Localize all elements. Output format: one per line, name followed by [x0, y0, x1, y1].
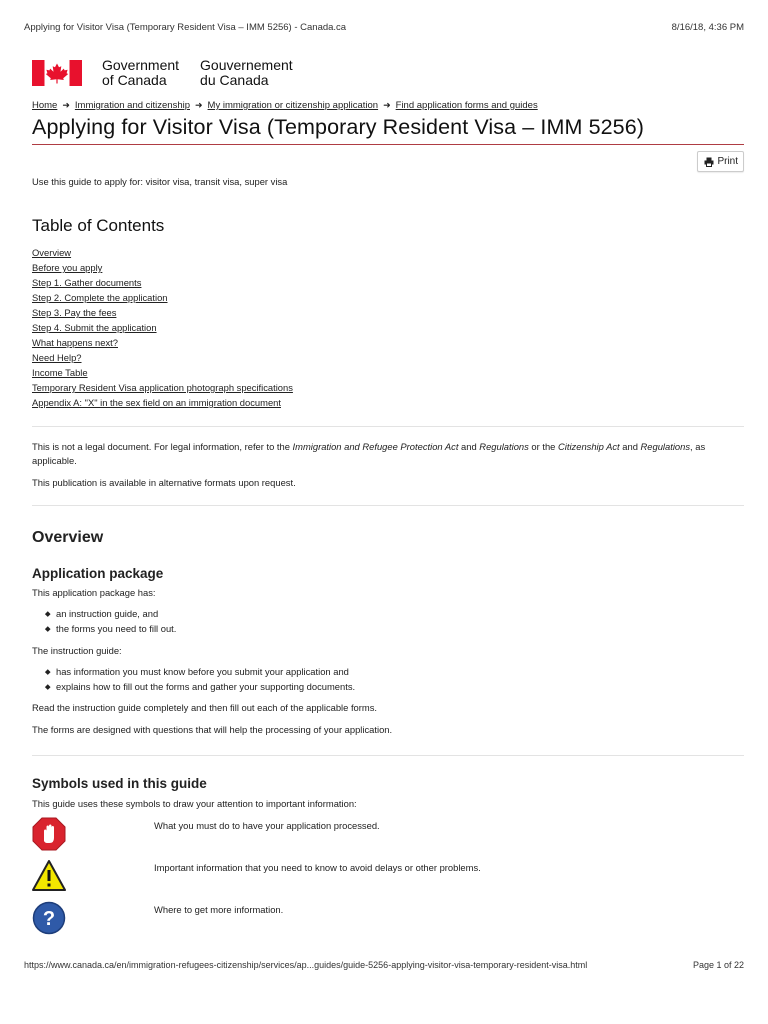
legal-act-name: Immigration and Refugee Protection Act [292, 441, 459, 452]
print-footer-page: Page 1 of 22 [692, 960, 744, 970]
list-item: an instruction guide, and [32, 606, 744, 621]
stop-hand-icon [32, 817, 66, 851]
list-item [32, 275, 744, 290]
wordmark-fr-line2: du Canada [200, 72, 269, 88]
government-signature[interactable] [32, 58, 744, 94]
page-title: Applying for Visitor Visa (Temporary Resident Visa – IMM 5256) [32, 115, 744, 145]
list-item [32, 320, 744, 335]
symbol-row-warning [32, 859, 744, 895]
toc-link-overview[interactable]: Overview [32, 247, 72, 258]
overview-heading: Overview [32, 529, 104, 546]
breadcrumb-find-forms[interactable]: Find application forms and guides [395, 100, 538, 111]
table-of-contents [32, 245, 744, 410]
guide-intro: The instruction guide: [32, 645, 122, 656]
package-list [32, 606, 744, 636]
toc-link-appendix-a[interactable]: Appendix A: "X" in the sex field on an immigration document [32, 397, 281, 408]
canada-flag-icon [32, 60, 82, 86]
toc-link-step1[interactable]: Step 1. Gather documents [32, 277, 142, 288]
breadcrumb-immigration[interactable]: Immigration and citizenship [74, 100, 190, 111]
list-item [32, 305, 744, 320]
read-guide-text: Read the instruction guide completely and then fill out each of the applicable forms. [32, 702, 377, 713]
toc-title: Table of Contents [32, 216, 165, 235]
printer-icon [704, 157, 714, 167]
legal-text: , as applicable. [32, 441, 706, 466]
legal-act-name: Citizenship Act [558, 441, 620, 452]
symbol-text-stop: What you must do to have your application processed. [154, 820, 380, 831]
guide-list [32, 664, 744, 694]
wordmark-en-line2: of Canada [102, 72, 167, 88]
toc-link-step3[interactable]: Step 3. Pay the fees [32, 307, 117, 318]
legal-regulations: Regulations [640, 441, 691, 452]
toc-link-what-happens-next[interactable]: What happens next? [32, 337, 118, 348]
breadcrumb-home[interactable]: Home [32, 100, 58, 111]
legal-text: and [619, 441, 641, 452]
warning-triangle-icon [32, 859, 66, 893]
print-header [24, 22, 744, 33]
wordmark-english [102, 58, 179, 88]
toc-link-photo-specs[interactable]: Temporary Resident Visa application photograph specifications [32, 382, 293, 393]
legal-text: and [458, 441, 480, 452]
print-footer-url: https://www.canada.ca/en/immigration-refugees-citizenship/services/ap...guides/guide-5256-applying-visitor-visa-temporary-resident-visa.html [24, 960, 588, 970]
wordmark-french [200, 58, 293, 88]
arrow-right-icon: ➜ [383, 100, 391, 110]
wordmark-fr-line1: Gouvernement [200, 57, 293, 73]
divider [32, 755, 744, 756]
toc-link-step4[interactable]: Step 4. Submit the application [32, 322, 157, 333]
symbols-intro: This guide uses these symbols to draw your attention to important information: [32, 798, 357, 809]
print-button[interactable] [697, 151, 744, 172]
symbols-heading: Symbols used in this guide [32, 776, 207, 791]
arrow-right-icon: ➜ [62, 100, 70, 110]
print-button-label: Print [717, 156, 738, 167]
legal-text: or the [528, 441, 558, 452]
list-item [32, 365, 744, 380]
list-item [32, 395, 744, 410]
svg-text:?: ? [42, 908, 56, 930]
list-item [32, 380, 744, 395]
list-item [32, 245, 744, 260]
symbol-text-question: Where to get more information. [154, 904, 284, 915]
alternative-formats-note: This publication is available in alternative formats upon request. [32, 477, 296, 488]
print-header-datetime: 8/16/18, 4:36 PM [671, 22, 744, 33]
print-footer [24, 960, 744, 970]
breadcrumb-my-application[interactable]: My immigration or citizenship application [207, 100, 379, 111]
toc-link-need-help[interactable]: Need Help? [32, 352, 82, 363]
symbol-row-stop [32, 817, 744, 853]
list-item: the forms you need to fill out. [32, 621, 744, 636]
list-item [32, 260, 744, 275]
forms-design-text: The forms are designed with questions that will help the processing of your application. [32, 724, 393, 735]
divider [32, 426, 744, 427]
list-item [32, 335, 744, 350]
package-intro: This application package has: [32, 587, 156, 598]
print-header-title: Applying for Visitor Visa (Temporary Resident Visa – IMM 5256) - Canada.ca [24, 22, 347, 33]
legal-notice [32, 440, 744, 468]
list-item: explains how to fill out the forms and gather your supporting documents. [32, 679, 744, 694]
legal-text: This is not a legal document. For legal information, refer to the [32, 441, 293, 452]
legal-regulations: Regulations [479, 441, 529, 452]
breadcrumb [32, 100, 744, 111]
list-item [32, 290, 744, 305]
list-item: has information you must know before you submit your application and [32, 664, 744, 679]
intro-text: Use this guide to apply for: visitor visa, transit visa, super visa [32, 176, 288, 187]
toc-link-step2[interactable]: Step 2. Complete the application [32, 292, 168, 303]
divider [32, 505, 744, 506]
arrow-right-icon: ➜ [195, 100, 203, 110]
symbol-row-question [32, 901, 744, 937]
question-icon [32, 901, 66, 935]
toc-link-before-you-apply[interactable]: Before you apply [32, 262, 103, 273]
symbol-text-warning: Important information that you need to know to avoid delays or other problems. [154, 862, 481, 873]
list-item [32, 350, 744, 365]
wordmark-en-line1: Government [102, 57, 180, 73]
main-content [32, 58, 744, 937]
application-package-heading: Application package [32, 566, 164, 581]
toc-link-income-table[interactable]: Income Table [32, 367, 88, 378]
